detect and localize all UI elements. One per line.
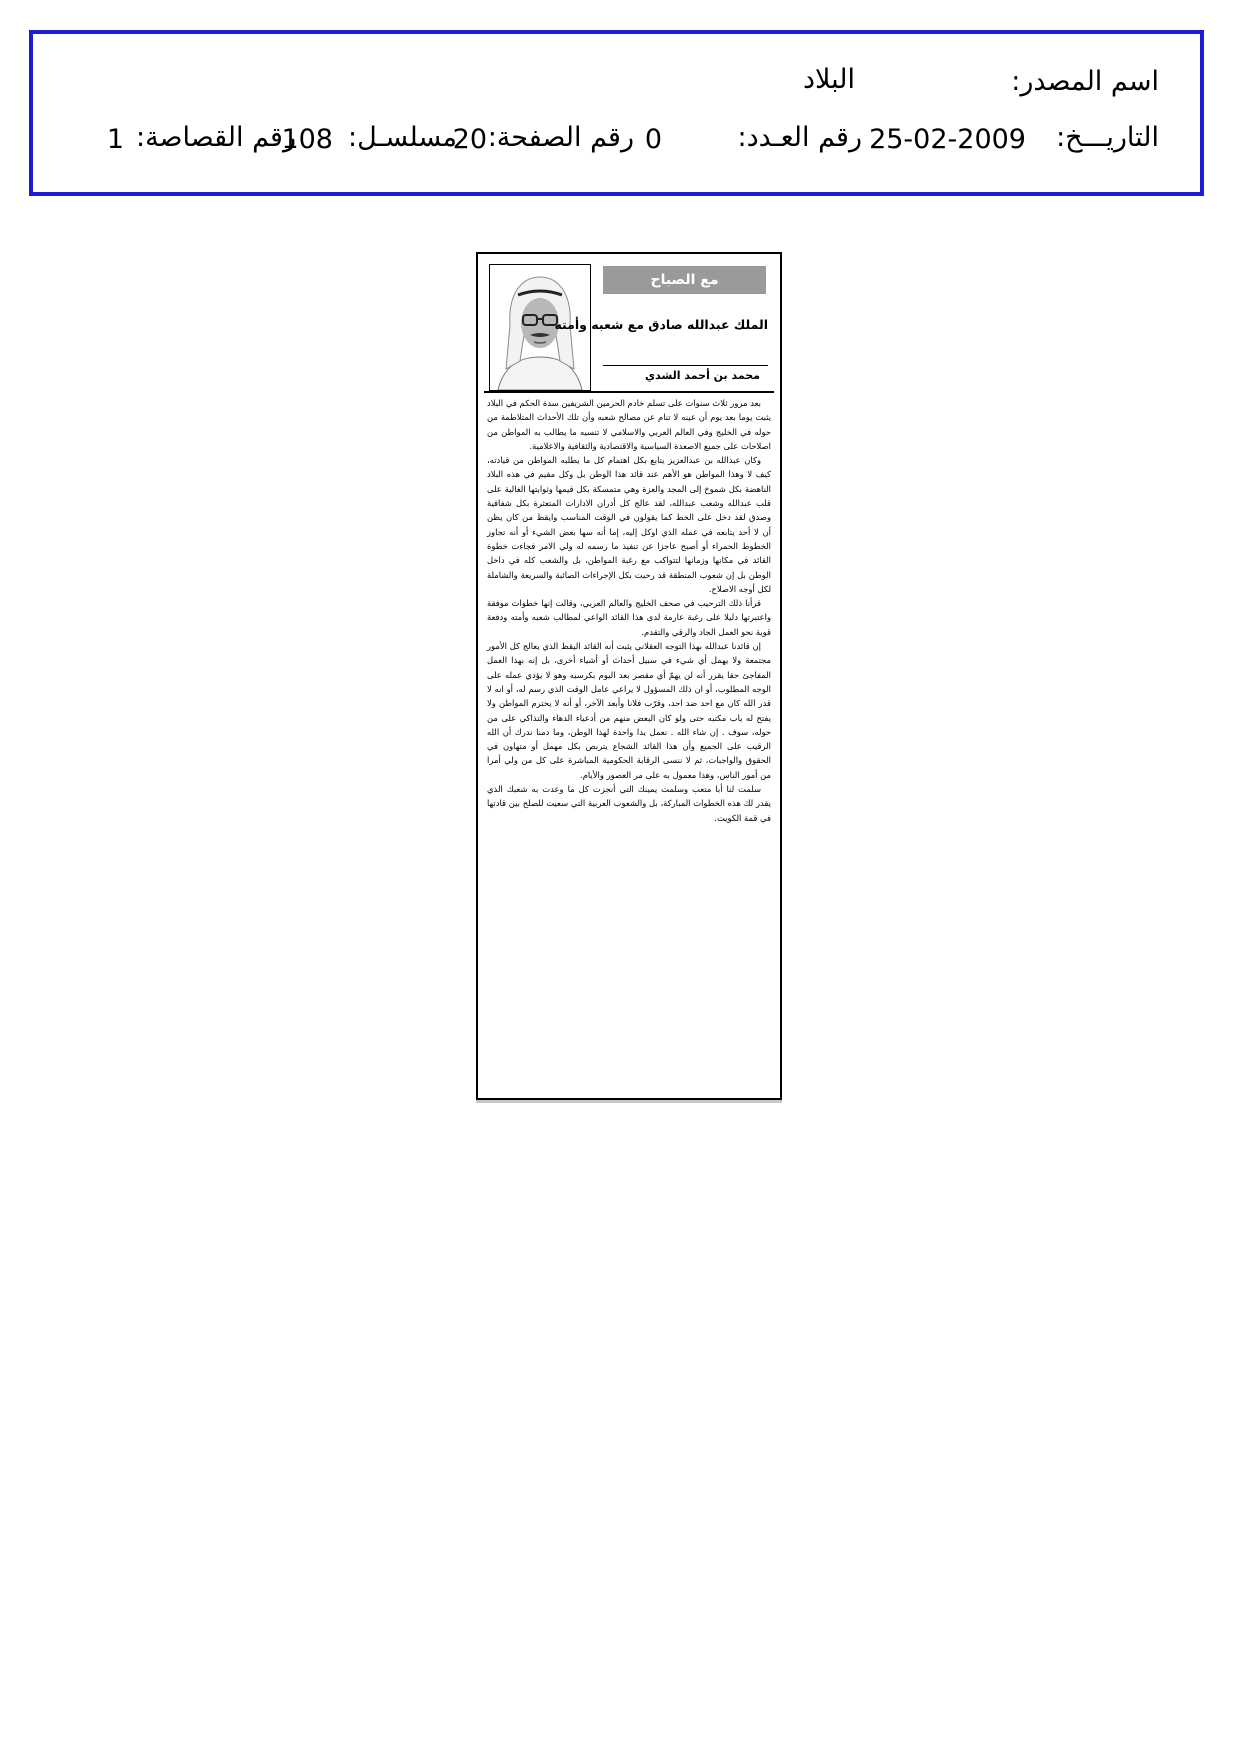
source-info-box — [29, 30, 1204, 196]
article-header — [484, 259, 774, 393]
article-paragraph: سلمت لنا أبا متعب وسلمت يمينك التي أنجزت كل ما وعدت به شعبك الذي يقدر لك هذه الخطوات المباركة، بل والشعوب العربية التي سعيت للصلح بين قادتها في قمة الكويت. — [487, 784, 771, 823]
date-label: التاريـــخ: — [1056, 122, 1159, 153]
article-paragraph: وكان عبدالله بن عبدالعزيز يتابع بكل اهتمام كل ما يطلبه المواطن من قيادته، كيف لا وهذا المواطن هو الأهم عند قائد هذا الوطن بل وكل مقيم في هذه البلاد الناهضة بكل شموخ إلى المجد والعزة وهي متمسكة بكل قيمها وثوابتها الغالية على قلب عبدالله وشعب عبدالله، لقد عالج كل أدران الادارات المتعثرة بكل شفافية وصدق لقد دخل على الخط كما يقولون في الوقت المناسب وايقظ من كان يظن أن لا أحد يتابعه في عمله الذي اوكل إليه، إما أنه سها بعض الشيء أو أنه تجاوز الخطوط الحمراء أو أصبح عاجزا عن تنفيذ ما رسمه له ولي الامر فجاءت خطوة القائد في مكانها وزمانها لتتواكب مع رغبة المواطن، بل والشعب كله في داخل الوطن بل إن شعوب المنطقة قد رحبت بكل الإجراءات الصائبة والسريعة والشاملة لكل أوجه الاصلاح. — [487, 455, 771, 594]
clip-value: 1 — [106, 124, 124, 155]
page-label: رقم الصفحة: — [487, 122, 634, 153]
author-divider — [603, 365, 768, 366]
article-paragraph: بعد مرور ثلاث سنوات على تسلم خادم الحرمين الشريفين سدة الحكم في البلاد يثبت يوما بعد يوم أن عينه لا تنام عن مصالح شعبه وأن تلك الأحداث المتلاطمة من حوله في الخليج وفي العالم العربي والاسلامي لا تنسيه ما يطالب به المواطن من اصلاحات على جميع الاصعدة السياسية والاقتصادية والثقافية والاعلامية. — [487, 398, 771, 451]
article-title: الملك عبدالله صادق مع شعبه وأمته — [554, 317, 768, 332]
serial-value: 108 — [281, 124, 333, 155]
issue-value: 0 — [644, 124, 662, 155]
issue-label: رقم العـدد: — [737, 122, 862, 153]
source-label: اسم المصدر: — [1011, 66, 1159, 97]
page-value: 20 — [452, 124, 487, 155]
source-value: البلاد — [802, 64, 855, 95]
article-paragraph: إن قائدنا عبدالله بهذا التوجه العقلاني يثبت أنه القائد اليقظ الذي يعالج كل الأمور مجتمعة ولا يهمل أي شيء في سبيل أحداث أو أشياء أخرى، بل إنه بهذا العمل المفاجئ حقا يقرر أنه لن يهمّ أي مقصر بعد اليوم بكرسيه وهو لا يؤدي عمله على الوجه المطلوب، أو ان ذلك المسؤول لا يراعي عامل الوقت الذي رسم له، أو انه لا قدر الله كان مع احد ضد احد، وقرّب فلانا وأبعد الآخر، أو أنه لا يحترم المواطن ولا يفتح له باب مكتبه حتى ولو كان البعض منهم من أدعياء الدهاء والتذاكي على من حوله، سوف . إن شاء الله . نعمل يدا واحدة لهذا الوطن، وما دمنا ندرك أن الله الرقيب على الجميع وأن هذا القائد الشجاع يتربص بكل مهمل أو متهاون في الحقوق والواجبات، ثم لا ننسى الرقابة الحكومية المباشرة على كل من ولي أمرا من أمور الناس، وهذا معمول به على مر العصور والأيام. — [487, 641, 771, 780]
date-value: 25-02-2009 — [869, 124, 1026, 155]
newspaper-clipping — [476, 252, 782, 1100]
clipping-bottom-edge — [476, 1100, 782, 1103]
column-name-tag: مع الصباح — [603, 266, 766, 294]
article-body — [487, 396, 771, 825]
serial-label: مسلسـل: — [347, 122, 457, 153]
article-paragraph: قرأنا ذلك الترحيب في صحف الخليج والعالم العربي، وقالت إنها خطوات موفقة واعتبرتها دليلا على رغبة عارمة لدى هذا القائد الواعي لمطالب شعبه وأمته ودفعة قوية نحو العمل الجاد والرقي والتقدم. — [487, 598, 771, 637]
article-author: محمد بن أحمد الشدي — [645, 369, 760, 382]
clip-label: رقم القصاصة: — [135, 122, 296, 153]
